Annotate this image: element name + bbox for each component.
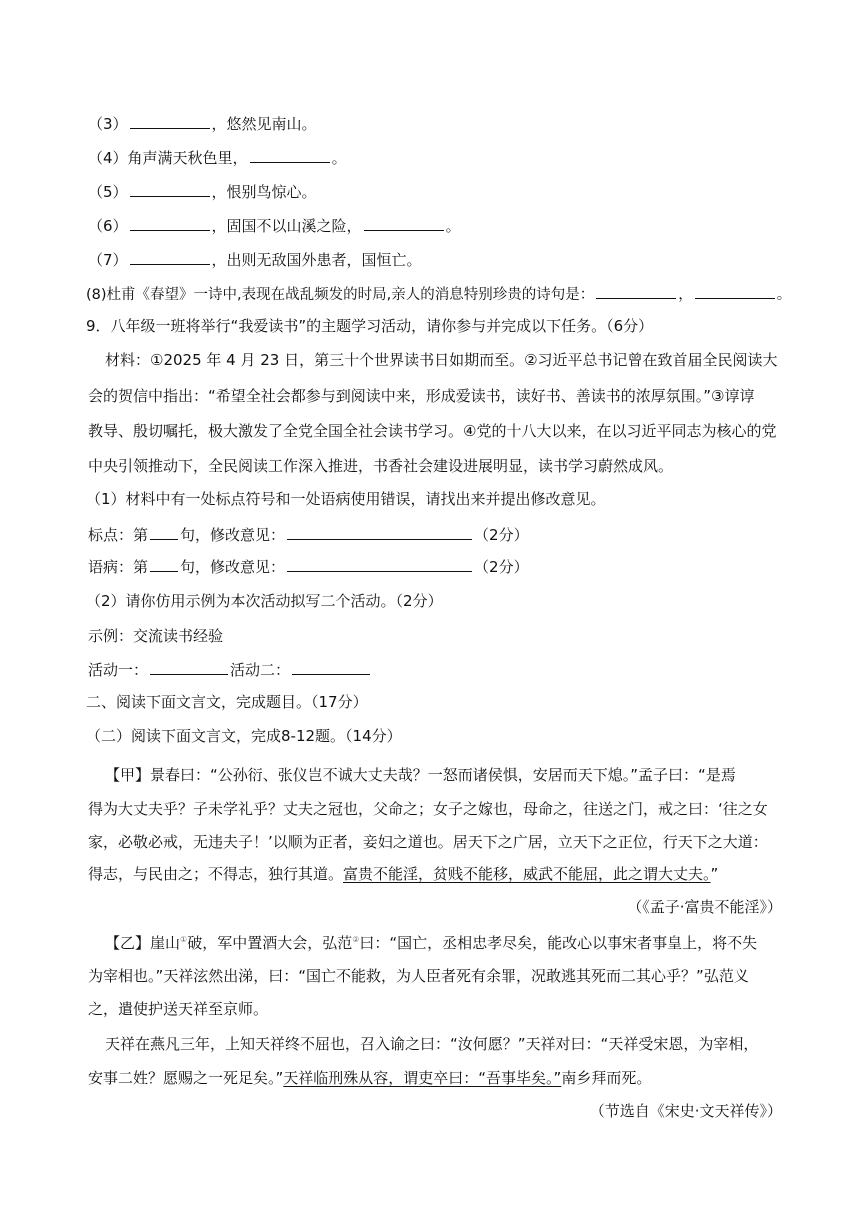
passage-yi-line-1 [105, 933, 757, 953]
passage-text: 破，军中置酒大会，弘范 [187, 934, 353, 952]
poem-text: (8)杜甫《春望》一诗中,表现在战乱频发的时局,亲人的消息特别珍贵的诗句是： [86, 287, 595, 303]
question-9-title: 9．八年级一班将举行“我爱读书”的主题学习活动，请你参与并完成以下任务。（6分） [86, 317, 654, 335]
revision-blank[interactable] [287, 524, 472, 540]
poem-line-7 [88, 249, 422, 270]
label: 标点：第 [88, 526, 149, 544]
item-number: （5） [88, 183, 128, 201]
passage-jia-line-3: 家，必敬必戒，无违夫子！’以顺为正者，妾妇之道也。居天下之广居，立天下之正位，行天下之大道： [88, 833, 768, 851]
passage-jia-line-4 [88, 864, 718, 884]
score-label: （2分） [474, 558, 529, 576]
poem-text: ，出则无敌国外患者，国恒亡。 [211, 251, 422, 269]
material-line-2: 会的贺信中指出：“希望全社会都参与到阅读中来，形成爱读书，读好书、善读书的浓厚氛围。”③谆谆 [88, 387, 755, 405]
poem-text: ，恨别鸟惊心。 [211, 183, 317, 201]
poem-line-8 [86, 283, 791, 305]
passage-text: 安事二姓？愿赐之一死足矣。” [88, 1069, 284, 1087]
poem-line-4 [88, 147, 347, 168]
subquestion-2: （2）请你仿用示例为本次活动拟写二个活动。（2分） [86, 592, 443, 610]
item-number: （4） [88, 149, 128, 167]
material-line-3: 教导、殷切嘱托，极大激发了全党全国全社会读书学习。④党的十八大以来，在以习近平同志为核心的党 [88, 422, 777, 440]
label: 语病：第 [88, 558, 149, 576]
poem-text: ， [678, 287, 693, 303]
subquestion-1: （1）材料中有一处标点符号和一处语病使用错误，请找出来并提出修改意见。 [86, 490, 606, 508]
item-number: （7） [88, 251, 128, 269]
answer-blank[interactable] [130, 215, 210, 231]
answer-blank[interactable] [130, 113, 210, 129]
answer-blank[interactable] [130, 249, 210, 265]
passage-jia-line-2: 得为大丈夫乎？子未学礼乎？丈夫之冠也，父命之；女子之嫁也，母命之，往送之门，戒之曰：‘往之女 [88, 800, 768, 818]
activity-two-blank[interactable] [292, 659, 370, 675]
passage-text: 曰：“国亡，丞相忠孝尽矣，能改心以事宋者事皇上，将不失 [359, 934, 758, 952]
label: 活动二： [230, 661, 291, 679]
example-line: 示例：交流读书经验 [88, 627, 224, 645]
answer-blank[interactable] [695, 283, 775, 299]
underlined-sentence: 天祥临刑殊从容，谓吏卒曰：“吾事毕矣。” [283, 1069, 562, 1087]
passage-text: 【乙】崖山 [105, 934, 181, 952]
sentence-number-blank[interactable] [150, 556, 178, 572]
poem-line-5 [88, 181, 317, 202]
passage-yi-line-5 [88, 1068, 651, 1088]
passage-text: ” [710, 865, 719, 883]
poem-text: ，悠然见南山。 [211, 115, 317, 133]
label: 句，修改意见： [180, 558, 286, 576]
section-2-heading: 二、阅读下面文言文，完成题目。（17分） [86, 693, 368, 711]
punctuation-answer-line [88, 524, 529, 545]
poem-text: 角声满天秋色里， [127, 149, 248, 167]
underlined-sentence: 富贵不能淫，贫贱不能移，威武不能屈，此之谓大丈夫。 [343, 865, 711, 883]
material-line-1: 材料：①2025 年 4 月 23 日，第三十个世界读书日如期而至。②习近平总书记曾在致首届全民阅读大 [105, 351, 778, 369]
passage-yi-line-4: 天祥在燕凡三年，上知天祥终不屈也，召入谕之曰：“汝何愿？”天祥对曰：“天祥受宋恩，为宰相， [105, 1035, 759, 1053]
item-number: （3） [88, 115, 128, 133]
answer-blank[interactable] [250, 147, 330, 163]
passage-jia-line-1: 【甲】景春曰：“公孙衍、张仪岂不诚大丈夫哉？一怒而诸侯惧，安居而天下熄。”孟子曰：“是焉 [105, 766, 736, 784]
answer-blank[interactable] [130, 181, 210, 197]
passage-yi-line-3: 之，遣使护送天祥至京师。 [88, 1000, 269, 1018]
poem-line-3 [88, 113, 317, 134]
activity-answer-line [88, 659, 372, 680]
item-number: （6） [88, 217, 128, 235]
passage-text: 南乡拜而死。 [561, 1069, 652, 1087]
grammar-answer-line [88, 556, 529, 577]
activity-one-blank[interactable] [150, 659, 228, 675]
answer-blank[interactable] [364, 215, 444, 231]
passage-yi-source: （节选自《宋史·文天祥传》） [589, 1102, 782, 1120]
footnote-marker: ① [180, 935, 188, 944]
poem-text: ，固国不以山溪之险， [211, 217, 362, 235]
answer-blank[interactable] [596, 283, 676, 299]
poem-text: 。 [445, 217, 461, 235]
revision-blank[interactable] [287, 556, 472, 572]
label: 活动一： [88, 661, 149, 679]
sub-section-heading: （二）阅读下面文言文，完成8-12题。（14分） [86, 727, 402, 745]
passage-text: 得志，与民由之；不得志，独行其道。 [88, 865, 344, 883]
poem-line-6 [88, 215, 461, 236]
passage-yi-line-2: 为宰相也。”天祥泫然出涕，曰：“国亡不能救，为人臣者死有余罪，况敢逃其死而二其心乎？”弘范义 [88, 967, 749, 985]
sentence-number-blank[interactable] [150, 524, 178, 540]
poem-text: 。 [776, 287, 792, 303]
footnote-marker: ② [352, 935, 360, 944]
label: 句，修改意见： [180, 526, 286, 544]
material-line-4: 中央引领推动下，全民阅读工作深入推进，书香社会建设进展明显，读书学习蔚然成风。 [88, 457, 674, 475]
score-label: （2分） [474, 526, 529, 544]
passage-jia-source: （《孟子·富贵不能淫》） [627, 898, 782, 916]
poem-text: 。 [331, 149, 347, 167]
